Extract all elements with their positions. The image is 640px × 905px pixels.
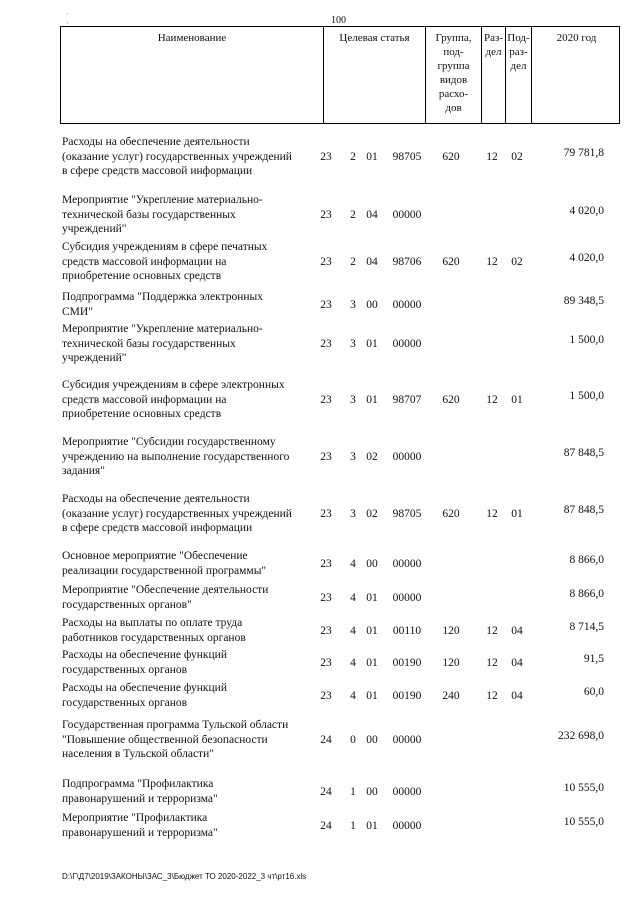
amount-2020: 89 348,5 [563, 295, 604, 307]
header-line: видов [439, 74, 468, 86]
target-code-3: 00 [366, 786, 378, 798]
podrazdel-code: 04 [511, 625, 523, 637]
target-code-2: 1 [350, 786, 356, 798]
amount-2020: 10 555,0 [563, 816, 604, 828]
amount-2020: 8 714,5 [569, 621, 604, 633]
amount-2020: 4 020,0 [569, 205, 604, 217]
razdel-code: 12 [486, 508, 498, 520]
target-code-4: 00000 [392, 592, 422, 604]
target-code-4: 00110 [392, 625, 422, 637]
razdel-code: 12 [486, 690, 498, 702]
header-line: Группа, [435, 32, 472, 44]
target-code-1: 23 [320, 690, 332, 702]
target-code-3: 04 [366, 256, 378, 268]
row-name [62, 549, 324, 578]
scan-mark: · · [66, 10, 70, 28]
podrazdel-code: 01 [511, 394, 523, 406]
target-code-1: 23 [320, 508, 332, 520]
row-name [62, 290, 324, 319]
target-code-2: 0 [350, 734, 356, 746]
podrazdel-code: 04 [511, 690, 523, 702]
target-code-4: 00000 [392, 820, 422, 832]
row-name-line: "Повышение общественной безопасности [62, 733, 268, 746]
header-line: дел [510, 60, 527, 72]
amount-2020: 79 781,8 [563, 147, 604, 159]
target-code-1: 23 [320, 625, 332, 637]
target-code-1: 23 [320, 151, 332, 163]
target-code-4: 00000 [392, 338, 422, 350]
row-name-line: Мероприятие "Обеспечение деятельности [62, 584, 269, 596]
target-code-2: 4 [350, 558, 356, 570]
target-code-2: 4 [350, 690, 356, 702]
target-code-1: 24 [320, 734, 332, 746]
target-code-4: 00190 [392, 657, 422, 669]
amount-2020: 87 848,5 [563, 447, 604, 459]
row-name-line: населения в Тульской области" [62, 748, 214, 760]
header-line: группа [437, 60, 470, 72]
header-line: под- [443, 46, 464, 58]
amount-2020: 8 866,0 [569, 554, 604, 566]
row-name-line: Основное мероприятие "Обеспечение [62, 550, 248, 562]
amount-2020: 4 020,0 [569, 252, 604, 264]
row-name [62, 583, 324, 612]
header-year: 2020 год [531, 27, 621, 123]
target-code-4: 98706 [392, 256, 422, 268]
row-name-line: государственных органов" [62, 598, 192, 611]
row-name-line: приобретение основных средств [62, 270, 222, 282]
target-code-1: 23 [320, 451, 332, 463]
target-code-3: 02 [366, 451, 378, 463]
target-code-1: 23 [320, 209, 332, 221]
row-name-line: Расходы на обеспечение функций [62, 682, 227, 694]
row-name-line: технической базы государственных [62, 208, 236, 221]
razdel-code: 12 [486, 394, 498, 406]
target-code-2: 1 [350, 820, 356, 832]
row-name-line: Субсидия учреждениям в сфере печатных [62, 241, 268, 253]
row-name-line: правонарушений и терроризма" [62, 792, 218, 805]
target-code-4: 00190 [392, 690, 422, 702]
amount-2020: 60,0 [583, 686, 604, 698]
row-name-line: СМИ" [62, 305, 93, 318]
amount-2020: 8 866,0 [569, 588, 604, 600]
row-name-line: учреждению на выполнение государственного [62, 450, 290, 463]
row-name [62, 777, 324, 806]
header-group [425, 27, 481, 123]
target-code-3: 01 [366, 592, 378, 604]
header-line: раз- [509, 46, 528, 58]
file-path-footer: D:\Г\Д7\2019\ЗАКОНЫ\ЗАС_3\Бюджет ТО 2020-2022_3 чт\рт16.xls [62, 872, 307, 881]
row-name-line: (оказание услуг) государственных учреждений [62, 150, 292, 163]
row-name-line: Мероприятие "Укрепление материально- [62, 194, 263, 206]
target-code-1: 23 [320, 657, 332, 669]
header-target: Целевая статья [323, 27, 425, 123]
target-code-3: 01 [366, 394, 378, 406]
row-name-line: реализации государственной программы" [62, 564, 267, 577]
amount-2020: 91,5 [583, 653, 604, 665]
row-name-line: Государственная программа Тульской области [62, 719, 289, 731]
row-name-line: Субсидия учреждениям в сфере электронных [62, 379, 285, 391]
row-name-line: Расходы на обеспечение деятельности [62, 136, 250, 148]
amount-2020: 1 500,0 [569, 334, 604, 346]
header-razdel [481, 27, 505, 123]
podrazdel-code: 02 [511, 256, 523, 268]
row-name [62, 378, 324, 422]
row-name [62, 492, 324, 536]
header-podrazdel [505, 27, 531, 123]
target-code-3: 01 [366, 151, 378, 163]
target-code-2: 3 [350, 299, 356, 311]
target-code-2: 4 [350, 657, 356, 669]
target-code-1: 23 [320, 558, 332, 570]
target-code-4: 00000 [392, 734, 422, 746]
target-code-4: 98707 [392, 394, 422, 406]
target-code-3: 01 [366, 657, 378, 669]
row-name [62, 811, 324, 840]
podrazdel-code: 04 [511, 657, 523, 669]
target-code-4: 00000 [392, 786, 422, 798]
amount-2020: 232 698,0 [558, 730, 604, 742]
table-header [60, 26, 620, 124]
target-code-4: 98705 [392, 151, 422, 163]
row-name-line: в сфере средств массовой информации [62, 165, 253, 177]
podrazdel-code: 02 [511, 151, 523, 163]
header-line: Раз- [483, 32, 503, 44]
row-name-line: Расходы на обеспечение деятельности [62, 493, 250, 505]
target-code-2: 4 [350, 625, 356, 637]
row-name-line: правонарушений и терроризма" [62, 826, 218, 839]
group-code: 120 [442, 625, 460, 637]
target-code-3: 04 [366, 209, 378, 221]
row-name [62, 718, 324, 762]
target-code-1: 23 [320, 299, 332, 311]
target-code-4: 00000 [392, 209, 422, 221]
row-name-line: государственных органов [62, 696, 188, 709]
target-code-1: 24 [320, 786, 332, 798]
razdel-code: 12 [486, 256, 498, 268]
target-code-4: 00000 [392, 299, 422, 311]
amount-2020: 10 555,0 [563, 782, 604, 794]
row-name-line: средств массовой информации на [62, 255, 227, 268]
row-name-line: учреждений" [62, 352, 127, 364]
target-code-2: 2 [350, 151, 356, 163]
target-code-4: 98705 [392, 508, 422, 520]
target-code-3: 01 [366, 625, 378, 637]
row-name [62, 681, 324, 710]
header-name: Наименование [157, 32, 227, 44]
row-name-line: государственных органов [62, 663, 188, 676]
target-code-3: 01 [366, 820, 378, 832]
target-code-3: 01 [366, 690, 378, 702]
row-name [62, 135, 324, 179]
target-code-2: 2 [350, 209, 356, 221]
group-code: 120 [442, 657, 460, 669]
row-name-line: задания" [62, 465, 105, 477]
group-code: 620 [442, 508, 460, 520]
row-name-line: приобретение основных средств [62, 408, 222, 420]
row-name-line: (оказание услуг) государственных учреждений [62, 507, 292, 520]
target-code-2: 3 [350, 394, 356, 406]
target-code-1: 24 [320, 820, 332, 832]
group-code: 620 [442, 394, 460, 406]
row-name-line: технической базы государственных [62, 337, 236, 350]
target-code-1: 23 [320, 338, 332, 350]
row-name-line: работников государственных органов [62, 631, 246, 644]
target-code-2: 4 [350, 592, 356, 604]
row-name-line: средств массовой информации на [62, 393, 227, 406]
amount-2020: 87 848,5 [563, 504, 604, 516]
amount-2020: 1 500,0 [569, 390, 604, 402]
row-name-line: Подпрограмма "Профилактика [62, 778, 214, 790]
group-code: 620 [442, 151, 460, 163]
razdel-code: 12 [486, 151, 498, 163]
header-line: дел [485, 46, 502, 58]
target-code-3: 00 [366, 299, 378, 311]
row-name [62, 193, 324, 237]
header-line: расхо- [438, 88, 469, 100]
header-line: Под- [507, 32, 530, 44]
target-code-2: 3 [350, 508, 356, 520]
page-number: 100 [331, 15, 346, 26]
target-code-4: 00000 [392, 558, 422, 570]
header-line: дов [445, 102, 462, 114]
razdel-code: 12 [486, 657, 498, 669]
target-code-3: 02 [366, 508, 378, 520]
group-code: 240 [442, 690, 460, 702]
row-name-line: Мероприятие "Субсидии государственному [62, 436, 276, 448]
row-name-line: Мероприятие "Профилактика [62, 812, 208, 824]
target-code-1: 23 [320, 256, 332, 268]
target-code-3: 00 [366, 734, 378, 746]
row-name-line: Расходы на обеспечение функций [62, 649, 227, 661]
row-name-line: Мероприятие "Укрепление материально- [62, 323, 263, 335]
target-code-3: 01 [366, 338, 378, 350]
target-code-3: 00 [366, 558, 378, 570]
razdel-code: 12 [486, 625, 498, 637]
target-code-2: 2 [350, 256, 356, 268]
row-name-line: Подпрограмма "Поддержка электронных [62, 291, 264, 303]
row-name-line: Расходы на выплаты по оплате труда [62, 617, 243, 629]
row-name-line: в сфере средств массовой информации [62, 522, 253, 534]
target-code-2: 3 [350, 451, 356, 463]
row-name [62, 648, 324, 677]
row-name [62, 322, 324, 366]
row-name [62, 240, 324, 284]
row-name [62, 616, 324, 645]
row-name-line: учреждений" [62, 223, 127, 235]
target-code-4: 00000 [392, 451, 422, 463]
group-code: 620 [442, 256, 460, 268]
target-code-2: 3 [350, 338, 356, 350]
target-code-1: 23 [320, 394, 332, 406]
podrazdel-code: 01 [511, 508, 523, 520]
row-name [62, 435, 324, 479]
target-code-1: 23 [320, 592, 332, 604]
